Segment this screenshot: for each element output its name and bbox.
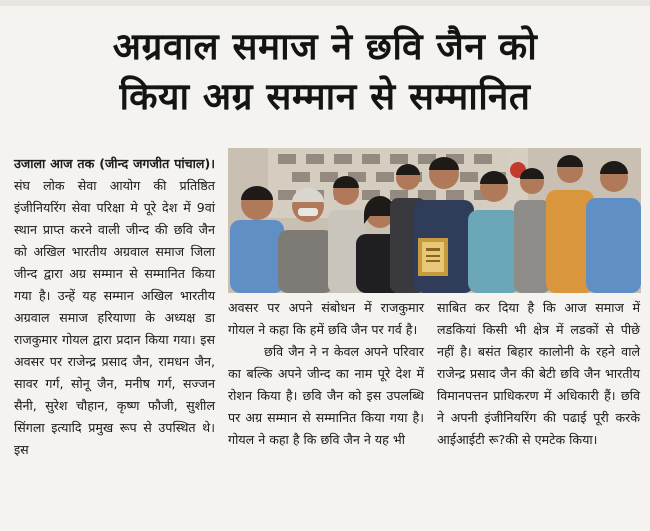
byline: उजाला आज तक (जीन्द जगजीत पांचाल)। xyxy=(14,156,215,171)
column-2-paragraph-2: छवि जैन ने न केवल अपने परिवार का बल्कि अपने जीन्द का नाम पूरे देश में रोशन किया है। छवि जैन को इस उपलब्धि पर अग्र सम्मान से सम्मानित किया गया है। गोयल ने कहा है कि छवि जैन ने यह भी xyxy=(228,344,424,447)
headline-line-2: किया अग्र सम्मान से सम्मानित xyxy=(119,75,531,118)
column-3-body: साबित कर दिया है कि आज समाज में लडकियां किसी भी क्षेत्र में लडकों से पीछे नहीं है। बसंत बिहार कालोनी के रहने वाले राजेन्द्र प्रसाद जैन की बेटी छवि जैन भारतीय विमानपत्तन प्राधिकरण में अधिकारी हैं। छवि ने अपनी इंजीनियरिंग की पढाई पूरी करके आईआईटी रू?की से एमटेक किया। xyxy=(437,300,640,447)
column-1-body: संघ लोक सेवा आयोग की प्रतिष्ठित इंजीनियरिंग सेवा परिक्षा मे पूरे देश में 9वां स्थान प्राप्त करने वाली जीन्द की छवि जैन को अखिल भारतीय अग्रवाल समाज जिला जीन्द द्वारा अग्र सम्मान से सम्मानित किया गया है। उन्हें यह सम्मान अखिल भारतीय अग्रवाल समाज हरियाणा के अध्यक्ष डा राजकुमार गोयल द्वारा प्रदान किया गया। इस अवसर पर राजेन्द्र प्रसाद जैन, रामधन जैन, सावर गर्ग, सोनू जैन, मनीष गर्ग, सज्जन सैनी, सुरेश चौहान, कृष्ण फौजी, सुशील सिंगला इत्यादि प्रमुख रूप से उपस्थित थे। इस xyxy=(14,178,215,457)
column-2-paragraph-1: अवसर पर अपने संबोधन में राजकुमार गोयल ने कहा कि हमें छवि जैन पर गर्व है। xyxy=(228,300,424,337)
award-plaque xyxy=(418,238,448,276)
article-column-2 xyxy=(228,297,424,451)
headline-line-1: अग्रवाल समाज ने छवि जैन को xyxy=(112,25,538,68)
headline xyxy=(0,22,650,122)
article-column-1 xyxy=(14,153,215,461)
group-photo xyxy=(228,148,641,293)
article-column-3 xyxy=(437,297,640,451)
previous-article-edge xyxy=(0,0,650,6)
group-photo-illustration xyxy=(228,148,641,293)
